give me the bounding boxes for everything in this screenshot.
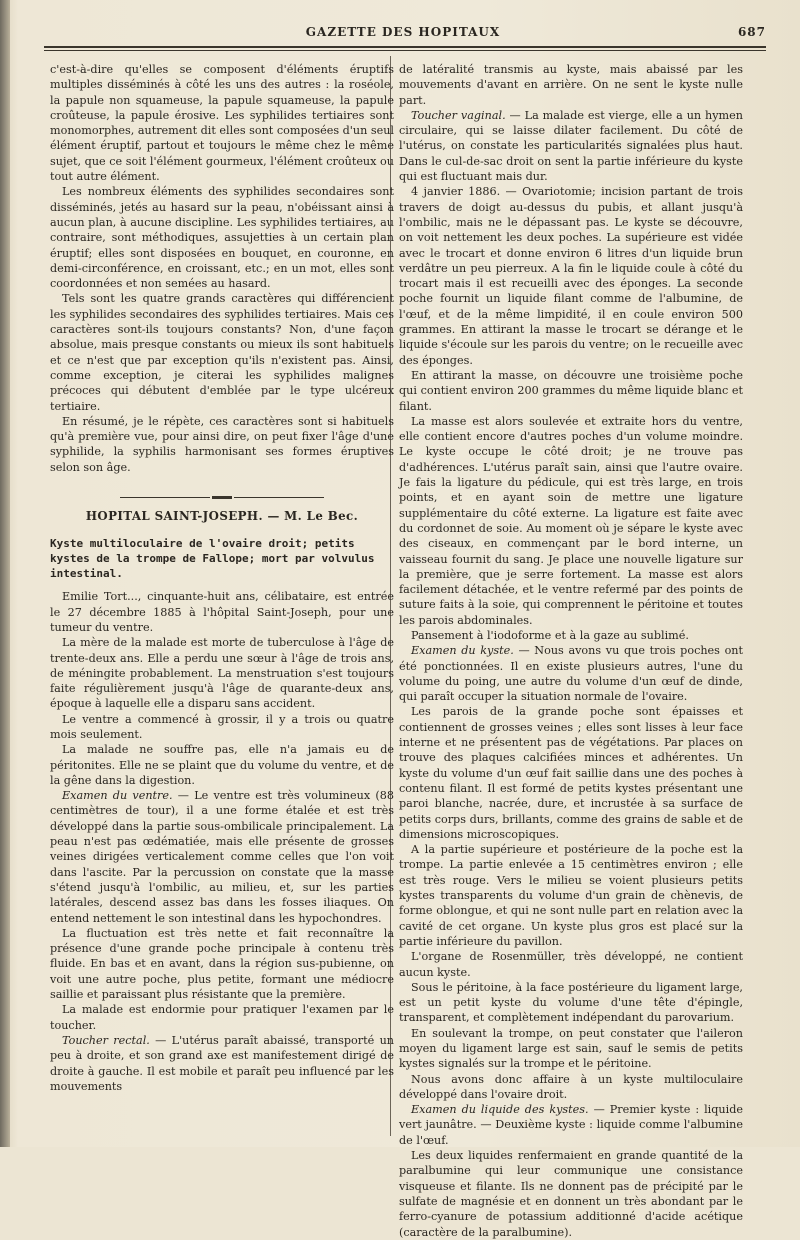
paragraph: Pansement à l'iodoforme et à la gaze au sublimé. [411,628,689,642]
paragraph: La mère de la malade est morte de tuberculose à l'âge de trente-deux ans. Elle a perdu une sœur à l'âge de trois ans, de méningite probablement. La menstruation s'est toujours faite régulièrement jusqu'à l'âge de quarante-deux ans, époque à laquelle elle a disparu sans accident. [50,636,394,711]
paragraph-exam-ventre [50,788,394,926]
journal-title: GAZETTE DES HOPITAUX [305,25,501,39]
paragraph: 4 janvier 1886. — Ovariotomie; incision partant de trois travers de doigt au-dessus du pubis, et allant jusqu'à l'ombilic, mais ne le dépassant pas. Le kyste se découvre, on voit nettement les deux poches. La supérieure est vidée avec le trocart et donne environ 6 litres d'un liquide brun verdâtre un peu pierreux. A la fin le liquide coule à côté du trocart mais il est recueilli avec des éponges. La seconde poche fournit un liquide filant comme de l'albumine, de l'œuf, et de la même limpidité, il en coule environ 500 grammes. En attirant la masse le trocart se dérange et le liquide s'écoule sur les parois du ventre; on le recueille avec des éponges. [399,185,743,367]
paragraph-toucher-rectal [50,1033,394,1094]
section-heading: HOPITAL SAINT-JOSEPH. — M. Le Bec. [85,509,359,524]
paragraph: Tels sont les quatre grands caractères qui différencient les syphilides secondaires des syphilides tertiaires. Mais ces caractères sont-ils toujours constants? Non, d'une façon absolue, mais presque constants ou mieux ils sont habituels et ce n'est que par exception qu'ils n'existent pas. Ainsi, comme exception, je citerai les syphilides malignes précoces qui débutent d'emblée par le type ulcéreux tertiaire. [50,292,394,413]
paragraph: En soulevant la trompe, on peut constater que l'aileron moyen du ligament large est sain, sauf le semis de petits kystes signalés sur la trompe et le péritoine. [399,1026,743,1071]
left-column [50,62,394,1094]
page-number: 687 [737,25,766,39]
header-rule-thick [44,46,766,48]
section-separator [50,489,394,499]
paragraph-toucher-vaginal [399,108,743,184]
paragraph: La malade est endormie pour pratiquer l'examen par le toucher. [50,1003,394,1032]
right-column [399,62,743,1240]
paragraph: c'est-à-dire qu'elles se composent d'éléments éruptifs multiples disséminés à côté les uns des autres : la roséole, la papule non squameuse, la papule squameuse, la papule croûteuse, la papule érosive. Les syphilides tertiaires sont monomorphes, autrement dit elles sont composées d'un seul élément éruptif, partout et toujours le même chez le même sujet, que ce soit l'élément gourmeux, l'élément croûteux ou tout autre élément. [50,63,394,184]
paragraph: Nous avons donc affaire à un kyste multiloculaire développé dans l'ovaire droit. [399,1072,743,1101]
paragraph-exam-liquide [399,1102,743,1148]
paragraph: Sous le péritoine, à la face postérieure du ligament large, est un petit kyste du volume d'une tête d'épingle, transparent, et complètement indépendant du parovarium. [399,980,743,1025]
page-binding-edge [0,0,10,1147]
paragraph: Emilie Tort..., cinquante-huit ans, célibataire, est entrée le 27 décembre 1885 à l'hôpital Saint-Joseph, pour une tumeur du ventre. [50,590,394,634]
paragraph: de latéralité transmis au kyste, mais abaissé par les mouvements d'avant en arrière. On ne sent le kyste nulle part. [399,63,743,107]
paragraph-lead: Toucher rectal. [62,1033,150,1047]
header-rule-thin [44,50,766,51]
paragraph-body: — La malade est vierge, elle a un hymen circulaire, qui se laisse dilater facilement. Du côté de l'utérus, on constate les particularités signalées plus haut. Dans le cul-de-sac droit on sent la partie inférieure du kyste qui est fluctuant mais dur. [399,108,743,184]
paragraph: En résumé, je le répète, ces caractères sont si habituels qu'à première vue, pour ainsi dire, on peut fixer l'âge d'une syphilide, la syphilis harmonisant ses formes éruptives selon son âge. [50,414,394,474]
paragraph-body: — Le ventre est très volumineux (88 centimètres de tour), il a une forme étalée et est très développé dans la partie sous-ombilicale principalement. La peau n'est pas œdématiée, mais elle présente de grosses veines dirigées verticalement comme celles que l'on voit dans l'ascite. Par la percussion on constate que la masse s'étend jusqu'à l'ombilic, au milieu, et, sur les parties latérales, descend assez bas dans les fosses iliaques. On entend nettement le son intestinal dans les hypochondres. [50,789,394,925]
paragraph-body: — Premier kyste : liquide vert jaunâtre. — Deuxième kyste : liquide comme l'albumine de l'œuf. [399,1103,743,1147]
paragraph: En attirant la masse, on découvre une troisième poche qui contient environ 200 grammes du même liquide blanc et filant. [399,368,743,413]
paragraph: Les parois de la grande poche sont épaisses et contiennent de grosses veines ; elles sont lisses à leur face interne et ne présentent pas de végétations. Par places on trouve des plaques calcifiées minces et adhérentes. Un kyste du volume d'un œuf fait saillie dans une des poches à contenu filant. Il est formé de petits kystes présentant une paroi blanche, nacrée, dure, et incrustée à sa surface de petits corps durs, brillants, comme des grains de sable et de dimensions microscopiques. [399,705,743,841]
paragraph: La masse est alors soulevée et extraite hors du ventre, elle contient encore d'autres poches d'un volume moindre. Le kyste occupe le côté droit; je ne trouve pas d'adhérences. L'utérus paraît sain, ainsi que l'autre ovaire. Je fais la ligature du pédicule, qui est très large, en trois points, et en ayant soin de mettre une ligature supplémentaire du côté externe. La ligature est faite avec du cordonnet de soie. Au moment où je sépare le kyste avec des ciseaux, en commençant par le bord interne, un vaisseau fournit du sang. Je place une nouvelle ligature sur la première, que je serre fortement. La masse est alors facilement détachée, et le ventre refermé par des points de suture faits à la soie, qui comprennent le péritoine et toutes les parois abdominales. [399,414,743,627]
paragraph-lead: Toucher vaginal. [411,108,506,122]
paragraph-body: — L'utérus paraît abaissé, transporté un peu à droite, et son grand axe est manifestement dirigé de droite à gauche. Il est mobile et paraît peu influencé par les mouvements [50,1033,394,1093]
page-header [40,22,766,42]
paragraph: A la partie supérieure et postérieure de la poche est la trompe. La partie enlevée a 15 centimètres environ ; elle est très rouge. Vers le milieu se voient plusieurs petits kystes transparents du volume d'un grain de chènevis, de forme oblongue, et qui ne sont nulle part en relation avec la cavité de cet organe. Un kyste plus gros est placé sur la partie inférieure du pavillon. [399,843,743,948]
paragraph: Les deux liquides renfermaient en grande quantité de la paralbumine qui leur communique une consistance visqueuse et filante. Ils ne donnent pas de précipité par le sulfate de magnésie et en donnent un très abondant par le ferro-cyanure de potassium additionné d'acide acétique (caractère de la paralbumine). [399,1149,743,1239]
paragraph: L'organe de Rosenmüller, très développé, ne contient aucun kyste. [399,950,743,979]
paragraph: Les nombreux éléments des syphilides secondaires sont disséminés, jetés au hasard sur la peau, n'obéissant ainsi à aucun plan, à aucune discipline. Les syphilides tertiaires, au contraire, sont méthodiques, assujetties à un certain plan éruptif; elles sont disposées en bouquet, en couronne, en demi-circonférence, en croissant, etc.; en un mot, elles sont coordonnées et non semées au hasard. [50,185,394,291]
paragraph: Le ventre a commencé à grossir, il y a trois ou quatre mois seulement. [50,712,394,741]
paragraph-exam-kyste [399,643,743,704]
paragraph: La malade ne souffre pas, elle n'a jamais eu de péritonites. Elle ne se plaint que du volume du ventre, et de la gêne dans la digestion. [50,743,394,787]
paragraph: La fluctuation est très nette et fait reconnaître la présence d'une grande poche principale à contenu très fluide. En bas et en avant, dans la région sus-pubienne, on voit une autre poche, plus petite, formant une médiocre saillie et paraissant plus résistante que la première. [50,926,394,1002]
paragraph-body: — Nous avons vu que trois poches ont été ponctionnées. Il en existe plusieurs autres, l'une du volume du poing, une autre du volume d'un œuf de dinde, qui paraît occuper la situation normale de l'ovaire. [399,644,744,704]
paragraph-lead: Examen du liquide des kystes. [411,1103,589,1117]
article-title: Kyste multiloculaire de l'ovaire droit; petits kystes de la trompe de Fallope; mort par volvulus intestinal. [50,537,375,581]
paragraph-lead: Examen du kyste. [411,644,514,658]
paragraph-lead: Examen du ventre. [62,789,173,803]
